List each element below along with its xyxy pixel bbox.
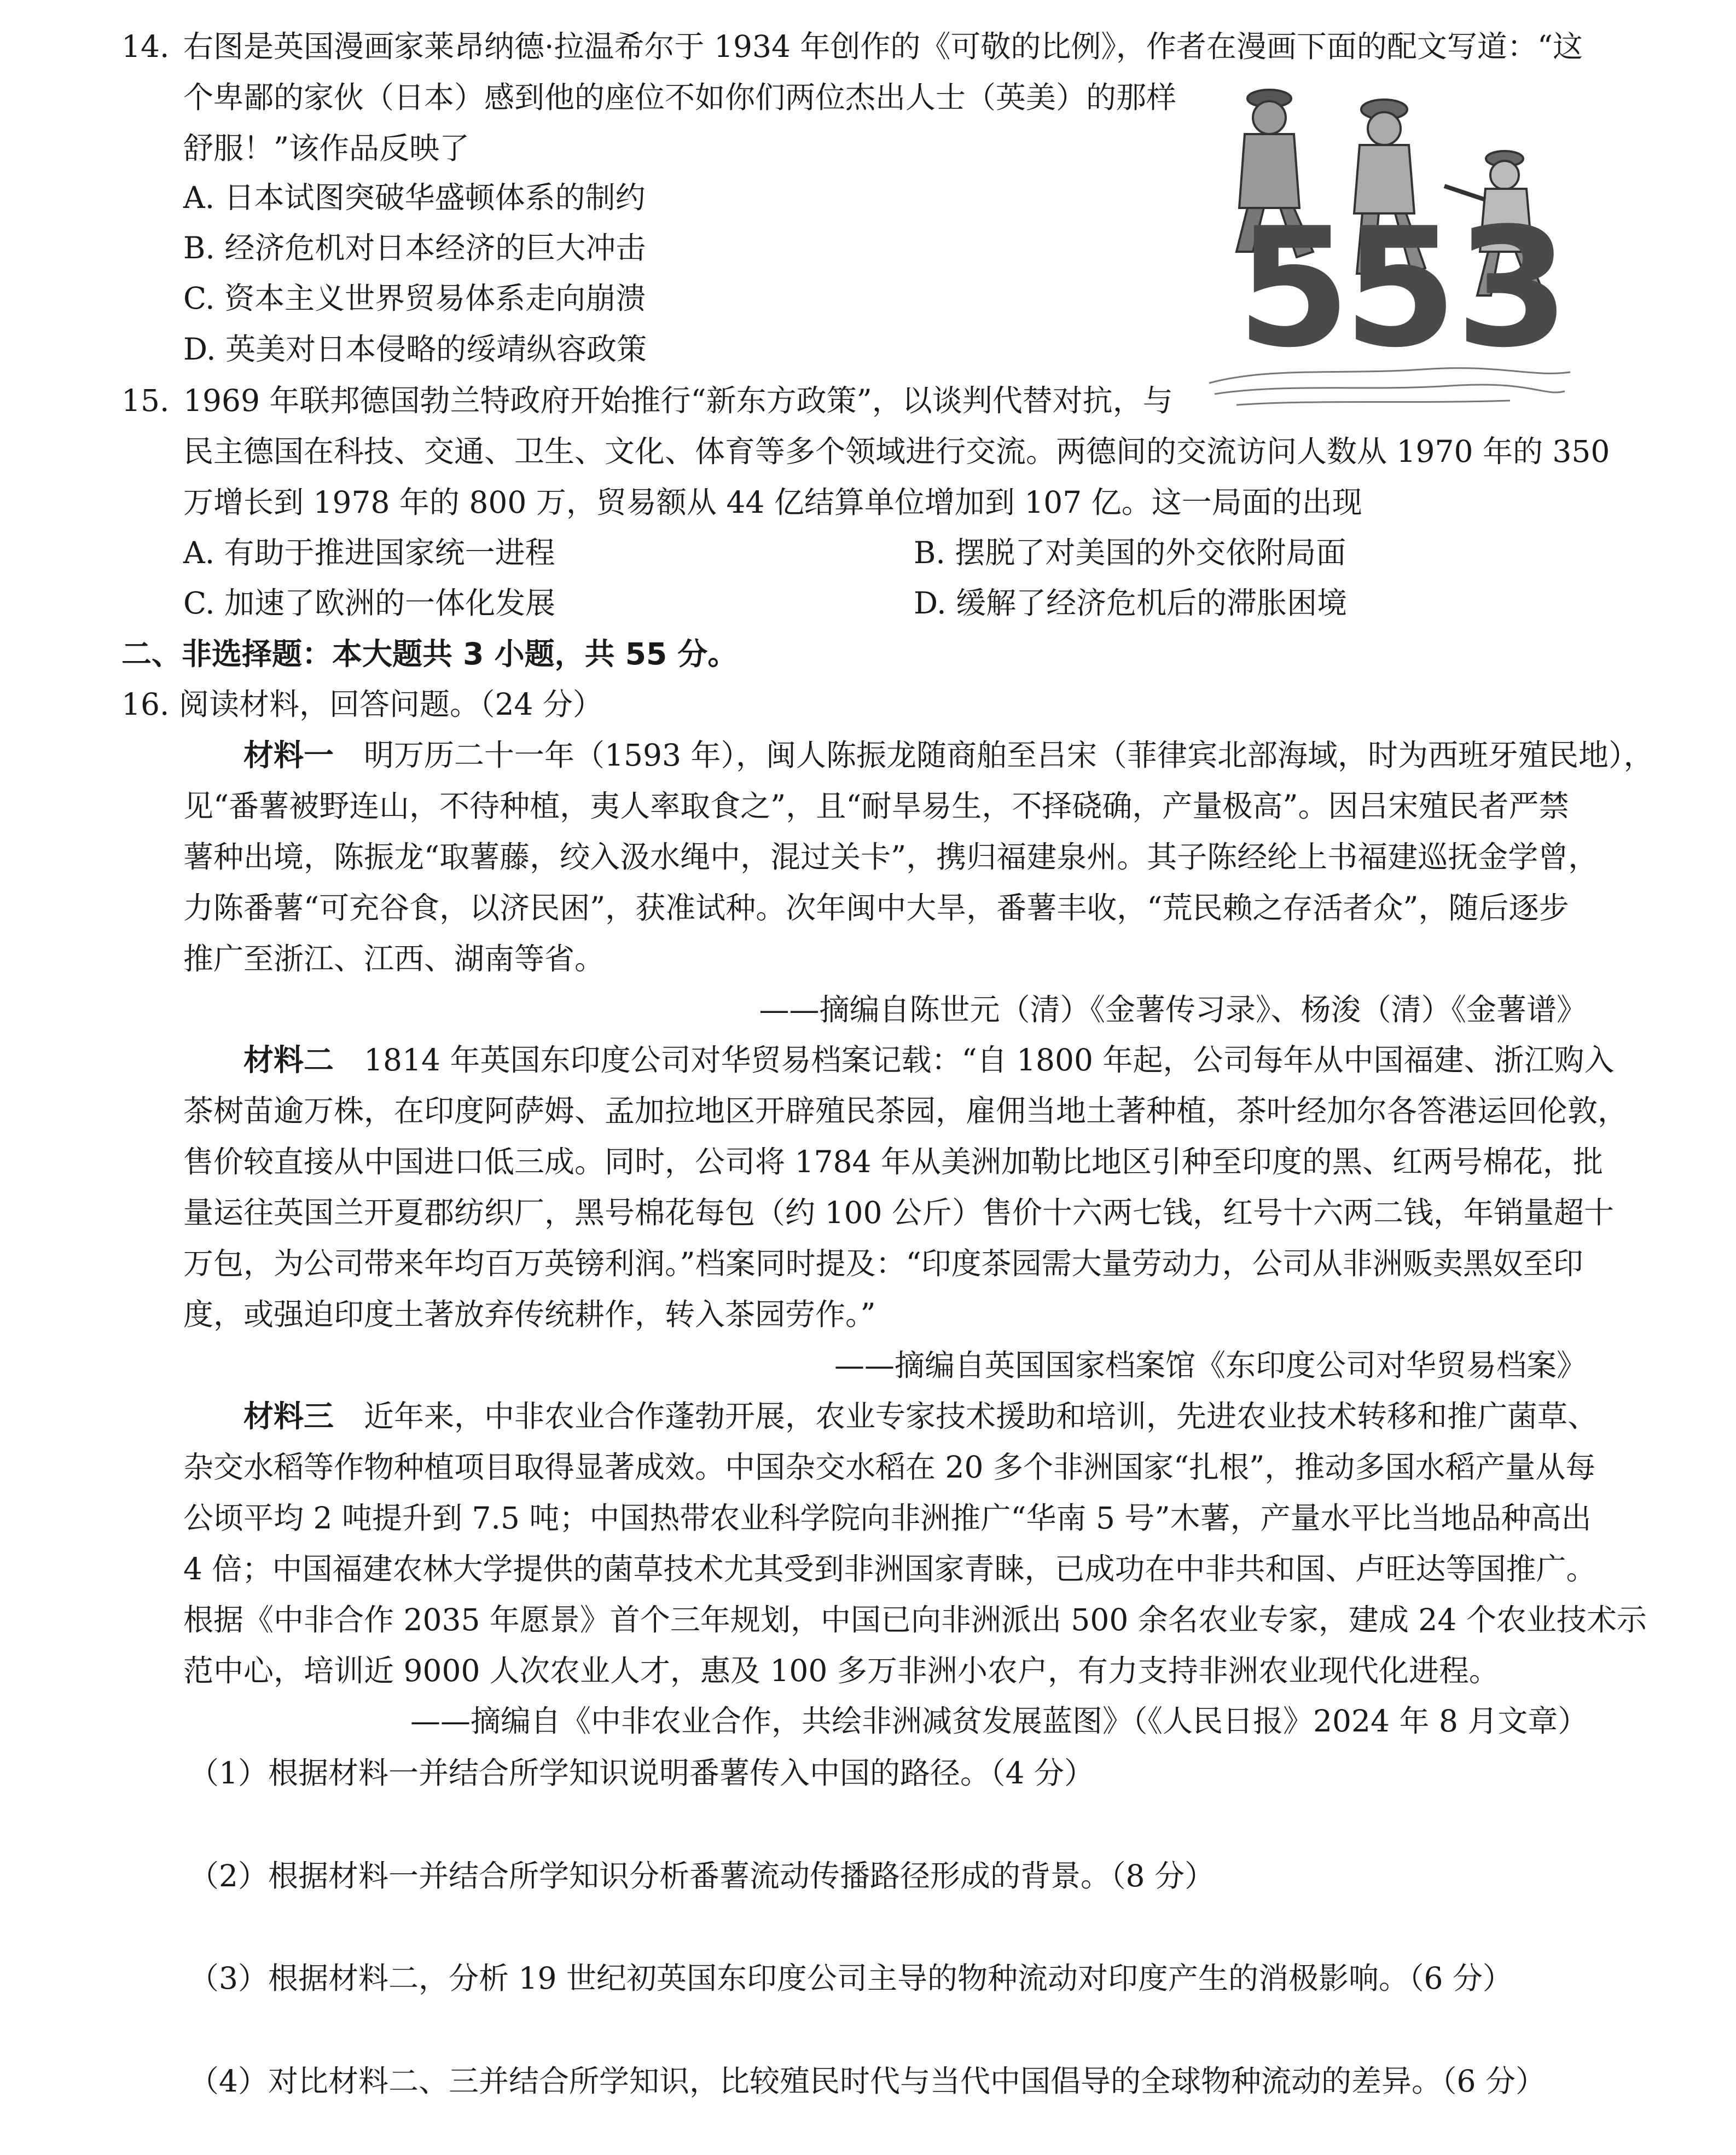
q15-option-c: C. 加速了欧洲的一体化发展: [183, 586, 556, 621]
q15-option-b: B. 摆脱了对美国的外交依附局面: [914, 535, 1346, 570]
material2-line-2: 茶树苗逾万株，在印度阿萨姆、孟加拉地区开辟殖民茶园，雇佣当地土著种植，茶叶经加尔各答港运回伦敦，: [183, 1093, 1628, 1128]
material1-line-4: 力陈番薯“可充谷食，以济民困”，获准试种。次年闽中大旱，番薯丰收，“荒民赖之存活者众”，随后逐步: [183, 890, 1569, 925]
q15-stem-line-1: 1969 年联邦德国勃兰特政府开始推行“新东方政策”，以谈判代替对抗，与: [183, 383, 1173, 418]
material3-line-6: 范中心，培训近 9000 人次农业人才，惠及 100 多万非洲小农户，有力支持非洲农业现代化进程。: [183, 1653, 1499, 1688]
material3-line-2: 杂交水稻等作物种植项目取得显著成效。中国杂交水稻在 20 多个非洲国家“扎根”，推动多国水稻产量从每: [183, 1450, 1596, 1485]
q14-option-d: D. 英美对日本侵略的绥靖纵容政策: [183, 332, 647, 367]
sub-question-1: （1）根据材料一并结合所学知识说明番薯传入中国的路径。（4 分）: [189, 1756, 1094, 1791]
material1-source: ——摘编自陈世元（清）《金薯传习录》、杨浚（清）《金薯谱》: [759, 992, 1587, 1027]
material2-line-6: 度，或强迫印度土著放弃传统耕作，转入茶园劳作。”: [183, 1297, 876, 1332]
sub-question-4: （4）对比材料二、三并结合所学知识，比较殖民时代与当代中国倡导的全球物种流动的差异。（6 分）: [189, 2064, 1546, 2099]
material2-line-1: 1814 年英国东印度公司对华贸易档案记载：“自 1800 年起，公司每年从中国福建、浙江购入: [364, 1042, 1615, 1078]
q15-option-a: A. 有助于推进国家统一进程: [183, 535, 555, 570]
q14-option-b: B. 经济危机对日本经济的巨大冲击: [183, 230, 646, 265]
material3-source: ——摘编自《中非农业合作，共绘非洲减贫发展蓝图》（《人民日报》2024 年 8 月文章）: [410, 1704, 1588, 1739]
q16-intro: 16. 阅读材料，回答问题。（24 分）: [121, 687, 603, 722]
material1-line-3: 薯种出境，陈振龙“取薯藤，绞入汲水绳中，混过关卡”，携归福建泉州。其子陈经纶上书福建巡抚金学曾，: [183, 839, 1599, 874]
material2-line-5: 万包，为公司带来年均百万英镑利润。”档案同时提及：“印度茶园需大量劳动力，公司从非洲贩卖黑奴至印: [183, 1246, 1583, 1281]
q15-stem-line-2: 民主德国在科技、交通、卫生、文化、体育等多个领域进行交流。两德间的交流访问人数从 1970 年的 350: [183, 434, 1610, 469]
q14-stem-line-3: 舒服！”该作品反映了: [183, 131, 470, 166]
material3-line-3: 公顷平均 2 吨提升到 7.5 吨；中国热带农业科学院向非洲推广“华南 5 号”木薯，产量水平比当地品种高出: [183, 1501, 1592, 1536]
material2-line-4: 量运往英国兰开夏郡纺织厂，黑号棉花每包（约 100 公斤）售价十六两七钱，红号十六两二钱，年销量超十: [183, 1195, 1614, 1230]
q14-option-a: A. 日本试图突破华盛顿体系的制约: [183, 180, 646, 215]
material3-line-4: 4 倍；中国福建农林大学提供的菌草技术尤其受到非洲国家青睐，已成功在中非共和国、卢旺达等国推广。: [183, 1551, 1596, 1586]
cartoon-number-5-middle: 5: [1343, 193, 1458, 384]
q14-stem-line-2: 个卑鄙的家伙（日本）感到他的座位不如你们两位杰出人士（英美）的那样: [183, 80, 1177, 115]
q15-stem-line-3: 万增长到 1978 年的 800 万，贸易额从 44 亿结算单位增加到 107 亿。这一局面的出现: [183, 485, 1362, 520]
material3-label: 材料三: [243, 1399, 334, 1434]
material3-line-1: 近年来，中非农业合作蓬勃开展，农业专家技术援助和培训，先进农业技术转移和推广菌草、: [364, 1399, 1598, 1434]
cartoon-number-3-right: 3: [1455, 193, 1570, 384]
material1-line-1: 明万历二十一年（1593 年），闽人陈振龙随商舶至吕宋（菲律宾北部海域，时为西班牙殖民地），: [364, 738, 1654, 773]
sub-question-3: （3）根据材料二，分析 19 世纪初英国东印度公司主导的物种流动对印度产生的消极影响。（6 分）: [189, 1961, 1513, 1996]
q15-number: 15.: [121, 383, 170, 418]
material3-line-5: 根据《中非合作 2035 年愿景》首个三年规划，中国已向非洲派出 500 余名农业专家，建成 24 个农业技术示: [183, 1602, 1647, 1637]
material1-line-2: 见“番薯被野连山，不待种植，夷人率取食之”，且“耐旱易生，不择硗确，产量极高”。因吕宋殖民者严禁: [183, 789, 1569, 824]
q14-stem-line-1: 右图是英国漫画家莱昂纳德·拉温希尔于 1934 年创作的《可敬的比例》，作者在漫画下面的配文写道：“这: [183, 29, 1583, 64]
sub-question-2: （2）根据材料一并结合所学知识分析番薯流动传播路径形成的背景。（8 分）: [189, 1858, 1215, 1893]
material2-source: ——摘编自英国国家档案馆《东印度公司对华贸易档案》: [834, 1348, 1587, 1383]
material1-line-5: 推广至浙江、江西、湖南等省。: [183, 941, 605, 976]
material1-label: 材料一: [243, 738, 334, 773]
q15-option-d: D. 缓解了经济危机后的滞胀困境: [914, 586, 1348, 621]
section2-heading: 二、非选择题：本大题共 3 小题，共 55 分。: [121, 636, 738, 671]
material2-label: 材料二: [243, 1042, 334, 1078]
material2-line-3: 售价较直接从中国进口低三成。同时，公司将 1784 年从美洲加勒比地区引种至印度的黑、红两号棉花，批: [183, 1144, 1603, 1179]
cartoon-illustration: [1204, 77, 1576, 416]
q14-number: 14.: [121, 29, 170, 64]
q14-option-c: C. 资本主义世界贸易体系走向崩溃: [183, 281, 646, 316]
cartoon-number-5-left: 5: [1236, 193, 1351, 384]
